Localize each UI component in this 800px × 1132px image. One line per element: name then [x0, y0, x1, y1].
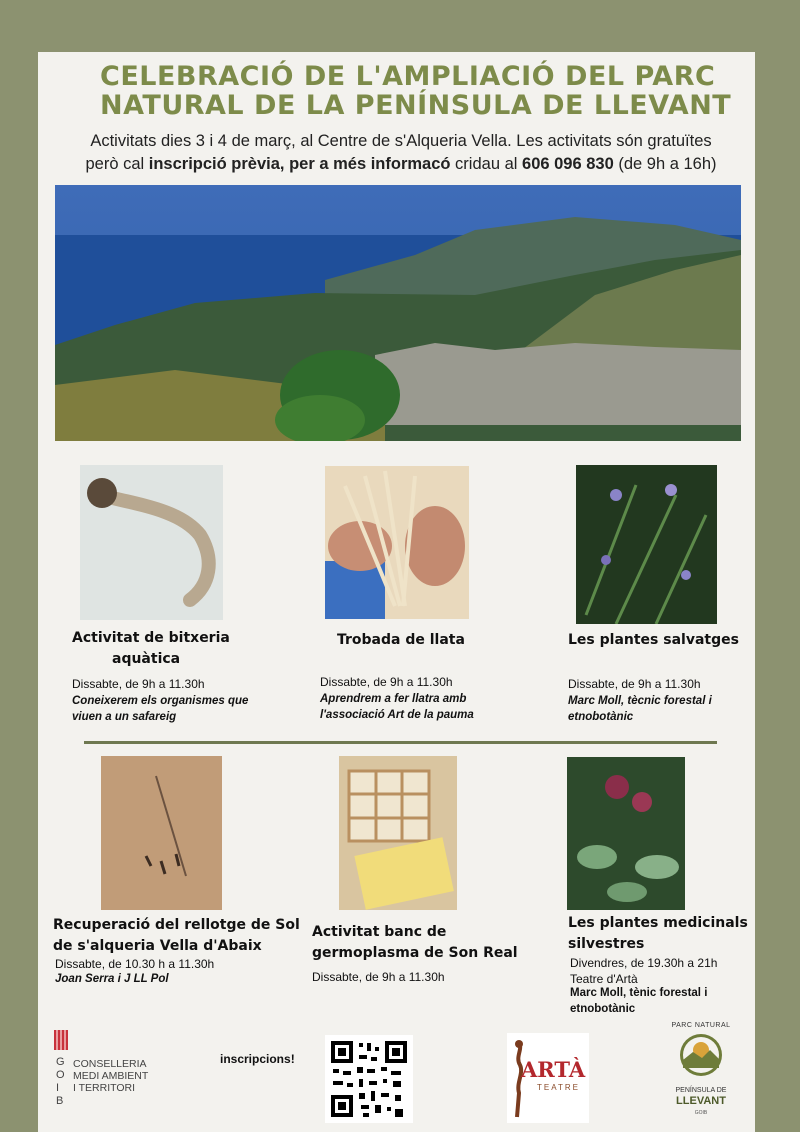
- subtitle-line-2: [56, 153, 746, 176]
- activity-1-desc-line-2: viuen a un safareig: [72, 711, 177, 723]
- activity-1-title-line-1: Activitat de bitxeria: [72, 630, 230, 646]
- registrations-label: inscripcions!: [220, 1052, 295, 1066]
- poster-subtitle: [56, 130, 746, 176]
- activity-2-title: Trobada de llata: [337, 632, 465, 648]
- activity-2-desc-line-1: Aprendrem a fer llatra amb: [320, 693, 467, 705]
- activity-3-date: Dissabte, de 9h a 11.30h: [568, 677, 701, 691]
- activity-1-title-line-2: aquàtica: [112, 651, 181, 667]
- title-line-2: NATURAL DE LA PENÍNSULA DE LLEVANT: [100, 90, 732, 121]
- section-divider: [84, 741, 717, 744]
- activity-6-desc-line-1: Marc Moll, tènic forestal i: [570, 987, 708, 999]
- activity-5-date: Dissabte, de 9h a 11.30h: [312, 970, 445, 984]
- subtitle-text-b: cridau al: [450, 155, 523, 173]
- hero-landscape-photo: [55, 185, 741, 441]
- subtitle-text-c: (de 9h a 16h): [613, 155, 717, 173]
- activity-3-desc-line-2: etnobotànic: [568, 711, 634, 723]
- parc-line-1: PENÍNSULA DE: [675, 1087, 727, 1094]
- goib-department: [73, 1058, 148, 1094]
- photo-aquatic-larva: [80, 465, 223, 620]
- activity-5-title-line-2: germoplasma de Son Real: [312, 945, 518, 961]
- arta-theatre-logo: [507, 1033, 589, 1123]
- activity-1-date: Dissabte, de 9h a 11.30h: [72, 677, 205, 691]
- parc-small-text: GOIB: [694, 1110, 708, 1116]
- activity-6-title-line-1: Les plantes medicinals: [568, 915, 748, 931]
- subtitle-text-a: però cal: [85, 155, 149, 173]
- subtitle-registration: inscripció prèvia, per a més informacó: [148, 155, 451, 173]
- photo-seed-bank: [339, 756, 457, 910]
- activity-6-desc-line-2: etnobotànic: [570, 1003, 636, 1015]
- goib-letter-i: I: [56, 1082, 60, 1094]
- qr-code-icon[interactable]: [325, 1035, 413, 1123]
- parc-natural-logo: [666, 1022, 736, 1122]
- activity-2-date: Dissabte, de 9h a 11.30h: [320, 675, 453, 689]
- goib-letter-g: G: [56, 1056, 65, 1068]
- parc-line-2: LLEVANT: [676, 1095, 726, 1107]
- activity-1-desc: [72, 693, 272, 725]
- activity-6-place: Teatre d'Artà: [570, 972, 638, 986]
- goib-line-1: CONSELLERIA: [73, 1058, 147, 1070]
- activity-2-desc-line-2: l'associació Art de la pauma: [320, 709, 474, 721]
- arta-subtitle: TEATRE: [537, 1083, 580, 1092]
- activity-4-title-line-1: Recuperació del rellotge de Sol: [53, 917, 300, 933]
- activity-6-title: [568, 913, 758, 955]
- activity-4-date: Dissabte, de 10.30 h a 11.30h: [55, 957, 215, 971]
- goib-letter-b: B: [56, 1095, 64, 1107]
- parc-emblem-icon: [678, 1032, 724, 1078]
- activity-3-desc: [568, 693, 748, 725]
- photo-wild-plants: [576, 465, 717, 624]
- goib-letters: [56, 1056, 66, 1108]
- activity-6-desc: [570, 985, 750, 1017]
- activity-6-date: Divendres, de 19.30h a 21h: [570, 956, 718, 970]
- activity-2-desc: [320, 691, 520, 723]
- activity-4-desc: Joan Serra i J LL Pol: [55, 973, 169, 985]
- phone-number: 606 096 830: [522, 155, 614, 173]
- goib-letter-o: O: [56, 1069, 65, 1081]
- photo-palm-weaving: [325, 466, 469, 619]
- poster-title: [100, 62, 740, 120]
- activity-3-title: Les plantes salvatges: [568, 632, 739, 648]
- photo-medicinal-plants: [567, 757, 685, 910]
- activity-5-title-line-1: Activitat banc de: [312, 924, 447, 940]
- title-line-1: CELEBRACIÓ DE L'AMPLIACIÓ DEL PARC: [100, 61, 716, 92]
- subtitle-line-1: Activitats dies 3 i 4 de març, al Centre de s'Alqueria Vella. Les activitats són gratuïtes: [90, 132, 712, 150]
- goib-emblem-icon: [54, 1030, 68, 1050]
- photo-sundial-wall: [101, 756, 222, 910]
- activity-3-desc-line-1: Marc Moll, tècnic forestal i: [568, 695, 712, 707]
- activity-1-desc-line-1: Coneixerem els organismes que: [72, 695, 249, 707]
- activity-4-title: [53, 915, 303, 957]
- activity-4-title-line-2: de s'alqueria Vella d'Abaix: [53, 938, 262, 954]
- arta-name: ARTÀ: [521, 1057, 586, 1082]
- parc-top-text: PARC NATURAL: [671, 1022, 731, 1029]
- activity-6-title-line-2: silvestres: [568, 936, 645, 952]
- activity-1-title: [72, 628, 242, 670]
- goib-line-2: MEDI AMBIENT: [73, 1070, 149, 1082]
- goib-line-3: I TERRITORI: [73, 1082, 136, 1094]
- activity-5-title: [312, 922, 532, 964]
